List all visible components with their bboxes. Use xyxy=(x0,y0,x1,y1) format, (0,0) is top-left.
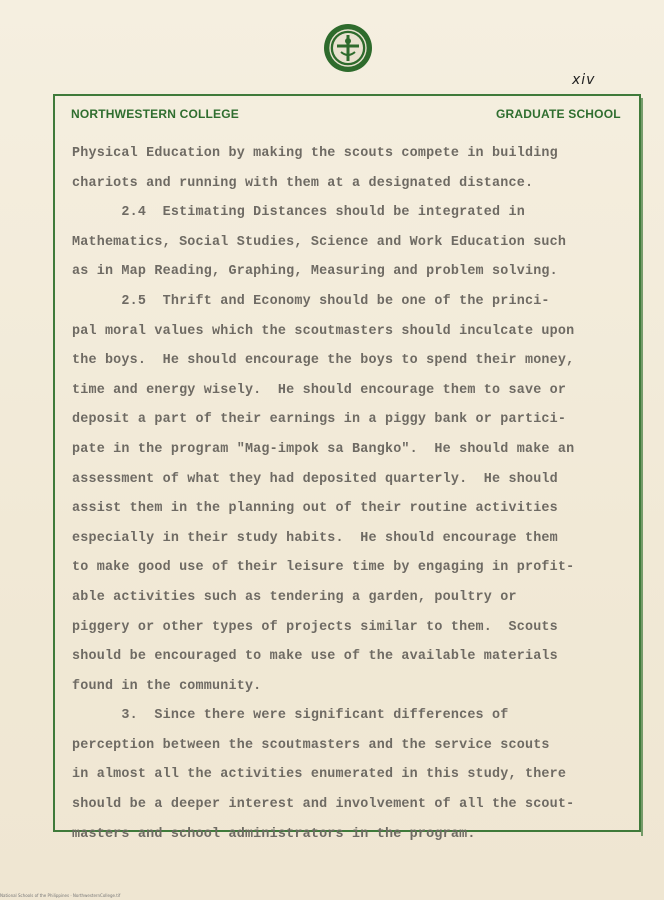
text-line: pal moral values which the scoutmasters should inculcate upon xyxy=(72,323,575,339)
text-line: time and energy wisely. He should encourage them to save or xyxy=(72,382,567,398)
letterhead-college: NORTHWESTERN COLLEGE xyxy=(71,107,239,121)
typewritten-body xyxy=(72,139,632,849)
text-line: 3. Since there were significant differences of xyxy=(72,708,509,724)
archive-footer: National Schools of the Philippines · NorthwesternCollege.tif xyxy=(0,893,121,898)
text-line: perception between the scoutmasters and the service scouts xyxy=(72,737,550,753)
text-line: chariots and running with them at a designated distance. xyxy=(72,175,534,191)
text-line: assist them in the planning out of their routine activities xyxy=(72,501,558,517)
text-line: deposit a part of their earnings in a piggy bank or partici- xyxy=(72,412,567,428)
text-line: pate in the program "Mag-impok sa Bangko". He should make an xyxy=(72,441,575,457)
text-line: 2.5 Thrift and Economy should be one of the princi- xyxy=(72,293,550,309)
text-line: able activities such as tendering a garden, poultry or xyxy=(72,589,517,605)
text-line: masters and school administrators in the program. xyxy=(72,826,476,842)
text-line: Physical Education by making the scouts compete in building xyxy=(72,146,558,161)
text-line: especially in their study habits. He should encourage them xyxy=(72,530,558,546)
page-number: xiv xyxy=(572,72,596,88)
text-line: 2.4 Estimating Distances should be integrated in xyxy=(72,205,525,221)
text-line: assessment of what they had deposited quarterly. He should xyxy=(72,471,558,487)
text-line: should be a deeper interest and involvement of all the scout- xyxy=(72,797,575,813)
text-line: as in Map Reading, Graphing, Measuring and problem solving. xyxy=(72,264,558,280)
letterhead-school: GRADUATE SCHOOL xyxy=(496,107,621,121)
text-line: found in the community. xyxy=(72,678,262,694)
text-line: in almost all the activities enumerated in this study, there xyxy=(72,767,567,783)
text-line: to make good use of their leisure time by engaging in profit- xyxy=(72,560,575,576)
college-seal-icon xyxy=(322,22,374,74)
text-line: should be encouraged to make use of the available materials xyxy=(72,649,558,665)
text-line: the boys. He should encourage the boys to spend their money, xyxy=(72,353,575,369)
text-line: Mathematics, Social Studies, Science and Work Education such xyxy=(72,234,567,250)
text-line: piggery or other types of projects similar to them. Scouts xyxy=(72,619,558,635)
page-border-shadow xyxy=(641,98,643,836)
